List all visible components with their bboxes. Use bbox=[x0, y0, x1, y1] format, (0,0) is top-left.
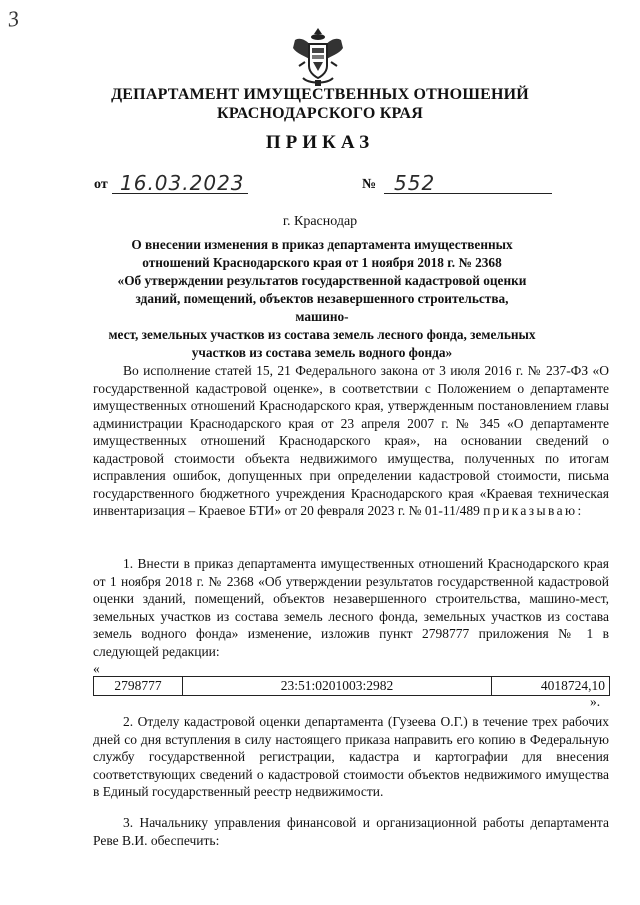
preamble-text: Во исполнение статей 15, 21 Федерального закона от 3 июля 2016 г. № 237-ФЗ «О государственной кадастровой оценке», в соответствии с Положением о департаменте имущественных отношений Краснодарского края, утвержденным постановлением главы администрации Краснодарского края от 23 апреля 2007 г. № 345 «О департаменте имущественных отношений Краснодарского края», на основании сведений о кадастровой стоимости объекта недвижимого имущества, полученных по итогам исправления ошибок, допущенных при определении кадастровой стоимости, письма государственного бюджетного учреждения Краснодарского края «Краевая техническая инвентаризация – Краевое БТИ» от 20 февраля 2023 г. № 01-11/489 bbox=[93, 363, 609, 518]
item-1-paragraph: 1. Внести в приказ департамента имущественных отношений Краснодарского края от 1 ноября 2018 г. № 2368 «Об утверждении результатов государственной кадастровой оценки зданий, помещений, объектов незавершенного строительства, машино-мест, земельных участков из состава земель лесного фонда, земельных участков из состава земель водного фонда» изменение, изложив пункт 2798777 приложения № 1 в следующей редакции: bbox=[93, 556, 609, 659]
heading-line: «Об утверждении результатов государственной кадастровой оценки bbox=[117, 273, 527, 288]
coat-of-arms-emblem bbox=[289, 26, 347, 88]
date-label: от bbox=[94, 177, 108, 192]
date-number-row bbox=[94, 173, 554, 197]
amendment-table bbox=[93, 676, 610, 696]
document-heading bbox=[108, 236, 536, 362]
item-3-paragraph: 3. Начальнику управления финансовой и организационной работы департамента Реве В.И. обеспечить: bbox=[93, 815, 609, 848]
heading-line: О внесении изменения в приказ департамента имущественных bbox=[131, 237, 513, 252]
department-name-line1: ДЕПАРТАМЕНТ ИМУЩЕСТВЕННЫХ ОТНОШЕНИЙ bbox=[111, 86, 529, 103]
number-label: № bbox=[362, 177, 377, 192]
handwritten-page-mark: 3 bbox=[6, 5, 21, 32]
quote-close-mark: ». bbox=[590, 694, 601, 709]
number-value: 552 bbox=[394, 171, 436, 195]
table-cell-cadastral-number: 23:51:0201003:2982 bbox=[183, 677, 492, 696]
preamble-paragraph bbox=[93, 362, 609, 520]
heading-line: зданий, помещений, объектов незавершенного строительства, машино- bbox=[135, 291, 509, 324]
quote-open-mark: « bbox=[93, 661, 100, 676]
table-row bbox=[94, 677, 610, 696]
date-value: 16.03.2023 bbox=[120, 171, 245, 195]
heading-line: отношений Краснодарского края от 1 ноября 2018 г. № 2368 bbox=[142, 255, 502, 270]
table-cell-item-id: 2798777 bbox=[94, 677, 183, 696]
order-word: приказываю: bbox=[483, 503, 584, 518]
heading-line: мест, земельных участков из состава земель лесного фонда, земельных bbox=[108, 327, 536, 342]
table-cell-cadastral-value: 4018724,10 bbox=[492, 677, 610, 696]
heading-line: участков из состава земель водного фонда» bbox=[191, 345, 453, 360]
document-type-title: ПРИКАЗ bbox=[265, 132, 375, 153]
department-name-line2: КРАСНОДАРСКОГО КРАЯ bbox=[217, 105, 423, 122]
city-name: г. Краснодар bbox=[282, 214, 358, 229]
item-2-paragraph: 2. Отделу кадастровой оценки департамента (Гузеева О.Г.) в течение трех рабочих дней со дня вступления в силу настоящего приказа направить его копию в Федеральную службу государственной регистрации, кадастра и картографии для внесения соответствующих сведений о кадастровой стоимости объектов недвижимого имущества в Единый государственный реестр недвижимости. bbox=[93, 714, 609, 799]
